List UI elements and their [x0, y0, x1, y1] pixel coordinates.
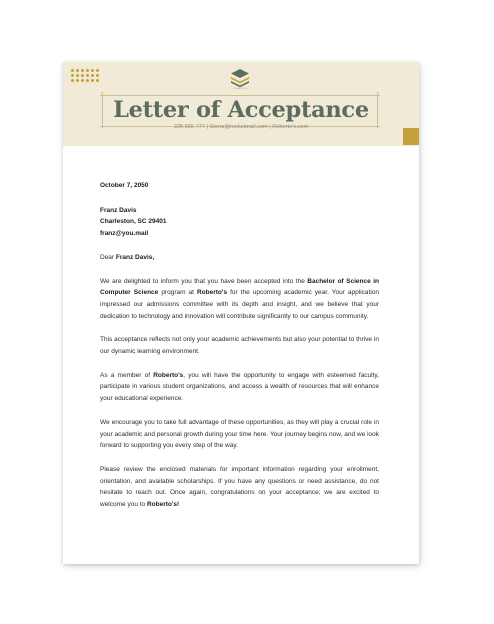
page-title: Letter of Acceptance — [113, 97, 369, 123]
contact-line: 225 555 777 | Sierra@rocketmail.com | Roberto's.com — [173, 124, 309, 130]
recipient-email: franz@you.mail — [100, 230, 149, 238]
letter-date: October 7, 2050 — [100, 182, 149, 189]
paragraph-5 — [100, 464, 379, 511]
program-name: Bachelor of Science in Computer Science — [100, 277, 379, 297]
recipient-city: Charleston, SC 29401 — [100, 218, 167, 226]
letter-page — [63, 62, 419, 564]
paragraph-2: This acceptance reflects not only your academic achievements but also your potential to thrive in our dynamic learning environment. — [100, 336, 379, 356]
p5-text-a: Please review the enclosed materials for important information regarding your enrollment, orientation, and available scholarships. If you have any questions or need assistance, do not hesitate to reach out. Once again, congratulations on your acceptance; we are excited to welcome you to — [100, 465, 379, 509]
recipient-name: Franz Davis — [100, 206, 137, 214]
decorative-gold-block — [403, 128, 419, 145]
salutation-prefix: Dear — [100, 253, 116, 261]
p1-text-b: program at — [158, 289, 197, 297]
p1-text-a: We are delighted to inform you that you have been accepted into the — [100, 277, 308, 285]
stacked-layers-logo-icon — [229, 68, 251, 90]
salutation-name: Franz Davis, — [115, 253, 155, 261]
p3-text-b: , you will have the opportunity to engage with esteemed faculty, participate in various student organizations, and access a wealth of resources that will enhance your educational experience. — [100, 371, 379, 403]
paragraph-1 — [100, 276, 379, 323]
letter-body — [100, 180, 379, 523]
school-name: Roberto's! — [146, 501, 180, 509]
logo-caption: ROBERTO'S — [233, 88, 249, 90]
paragraph-3 — [100, 370, 379, 405]
decorative-dot-grid — [71, 69, 99, 82]
p1-text-c: for the upcoming academic year. Your application impressed our admissions committee with its depth and insight, and we believe that your dedication to technology and innovation will contribute significantly to our campus community. — [100, 289, 380, 320]
paragraph-4: We encourage you to take full advantage of these opportunities, as they will play a crucial role in your academic and personal growth during your time here. Your journey begins now, and we look forward to supporting you every step of the way. — [100, 418, 379, 450]
letterhead — [63, 62, 419, 146]
p3-text-a: As a member of — [100, 371, 154, 379]
school-name: Roberto's — [153, 371, 184, 379]
school-name: Roberto's — [196, 289, 228, 297]
salutation — [100, 252, 379, 264]
recipient-address — [100, 205, 379, 240]
